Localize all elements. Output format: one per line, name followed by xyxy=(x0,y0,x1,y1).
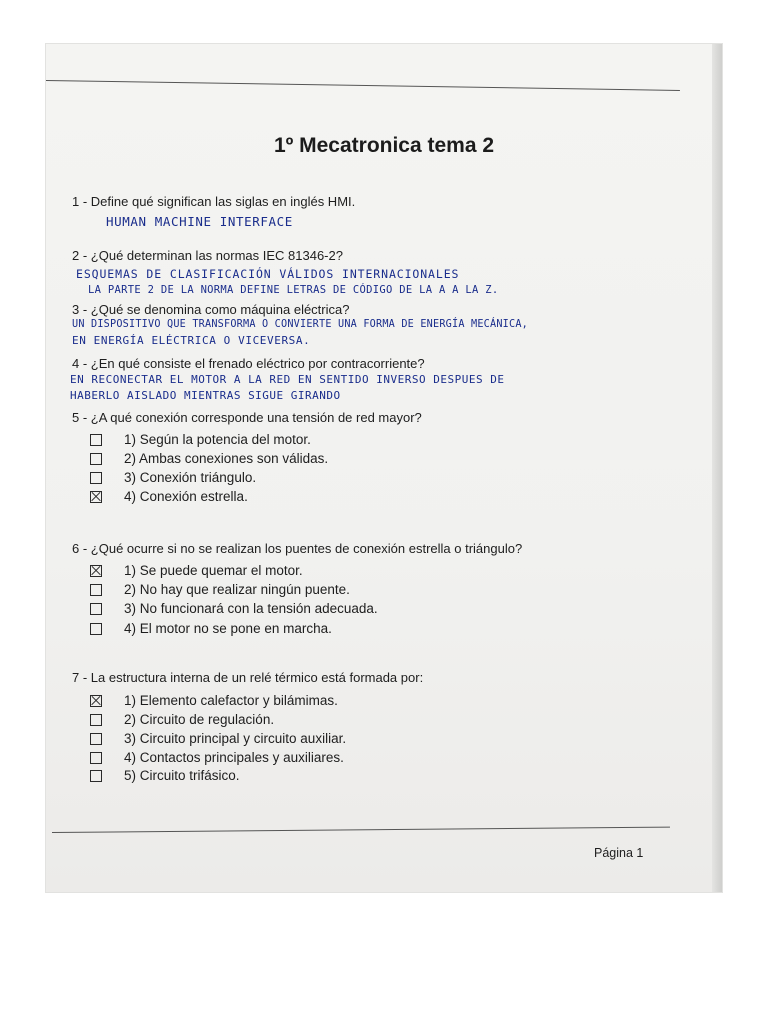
q6-option-3[interactable] xyxy=(90,601,378,616)
checkbox[interactable] xyxy=(90,472,102,484)
question-4: 4 - ¿En qué consiste el frenado eléctrico por contracorriente? xyxy=(72,356,425,371)
question-2: 2 - ¿Qué determinan las normas IEC 81346-2? xyxy=(72,248,343,263)
page-title: 1º Mecatronica tema 2 xyxy=(273,134,495,157)
answer-3-line-2: EN ENERGÍA ELÉCTRICA O VICEVERSA. xyxy=(72,334,311,347)
q7-option-4[interactable] xyxy=(90,750,344,765)
answer-4-line-1: EN RECONECTAR EL MOTOR A LA RED EN SENTIDO INVERSO DESPUES DE xyxy=(70,373,505,386)
option-label: 3) Circuito principal y circuito auxiliar. xyxy=(124,731,347,746)
checkbox[interactable] xyxy=(90,434,102,446)
option-label: 5) Circuito trifásico. xyxy=(124,768,240,783)
answer-1-line-1: HUMAN MACHINE INTERFACE xyxy=(106,214,293,229)
q7-option-1[interactable] xyxy=(90,693,338,708)
checkbox-checked[interactable] xyxy=(90,491,102,503)
q7-option-2[interactable] xyxy=(90,712,274,727)
option-label: 1) Elemento calefactor y bilámimas. xyxy=(124,693,338,708)
option-label: 3) Conexión triángulo. xyxy=(124,470,257,485)
question-1: 1 - Define qué significan las siglas en inglés HMI. xyxy=(72,194,356,209)
checkbox[interactable] xyxy=(90,453,102,465)
checkbox[interactable] xyxy=(90,603,102,615)
option-label: 2) No hay que realizar ningún puente. xyxy=(124,582,350,597)
q6-option-4[interactable] xyxy=(90,621,332,636)
question-6: 6 - ¿Qué ocurre si no se realizan los puentes de conexión estrella o triángulo? xyxy=(72,541,523,556)
question-3: 3 - ¿Qué se denomina como máquina eléctrica? xyxy=(72,302,350,317)
q6-option-2[interactable] xyxy=(90,582,350,597)
answer-4-line-2: HABERLO AISLADO MIENTRAS SIGUE GIRANDO xyxy=(70,389,341,402)
q7-option-5[interactable] xyxy=(90,768,240,783)
option-label: 2) Circuito de regulación. xyxy=(124,712,275,727)
option-label: 4) Conexión estrella. xyxy=(124,489,248,504)
option-label: 4) Contactos principales y auxiliares. xyxy=(124,750,344,765)
option-label: 1) Según la potencia del motor. xyxy=(124,432,311,447)
answer-2-line-1: ESQUEMAS DE CLASIFICACIÓN VÁLIDOS INTERNACIONALES xyxy=(76,267,460,281)
q5-option-4[interactable] xyxy=(90,489,248,504)
question-7: 7 - La estructura interna de un relé térmico está formada por: xyxy=(72,670,424,685)
paper-edge xyxy=(712,44,722,892)
checkbox[interactable] xyxy=(90,714,102,726)
checkbox-checked[interactable] xyxy=(90,565,102,577)
option-label: 4) El motor no se pone en marcha. xyxy=(124,621,332,636)
checkbox[interactable] xyxy=(90,770,102,782)
option-label: 2) Ambas conexiones son válidas. xyxy=(124,451,329,466)
q6-option-1[interactable] xyxy=(90,563,303,578)
option-label: 1) Se puede quemar el motor. xyxy=(124,563,303,578)
checkbox[interactable] xyxy=(90,752,102,764)
question-5: 5 - ¿A qué conexión corresponde una tensión de red mayor? xyxy=(72,410,422,425)
q7-option-3[interactable] xyxy=(90,731,346,746)
checkbox-checked[interactable] xyxy=(90,695,102,707)
page-number: Página 1 xyxy=(594,846,644,860)
option-label: 3) No funcionará con la tensión adecuada. xyxy=(124,601,378,616)
q5-option-3[interactable] xyxy=(90,470,256,485)
answer-2-line-2: LA PARTE 2 DE LA NORMA DEFINE LETRAS DE CÓDIGO DE LA A A LA Z. xyxy=(88,284,499,296)
q5-option-1[interactable] xyxy=(90,432,311,447)
checkbox[interactable] xyxy=(90,623,102,635)
q5-option-2[interactable] xyxy=(90,451,328,466)
checkbox[interactable] xyxy=(90,584,102,596)
answer-3-line-1: UN DISPOSITIVO QUE TRANSFORMA O CONVIERTE UNA FORMA DE ENERGÍA MECÁNICA, xyxy=(72,319,529,330)
checkbox[interactable] xyxy=(90,733,102,745)
